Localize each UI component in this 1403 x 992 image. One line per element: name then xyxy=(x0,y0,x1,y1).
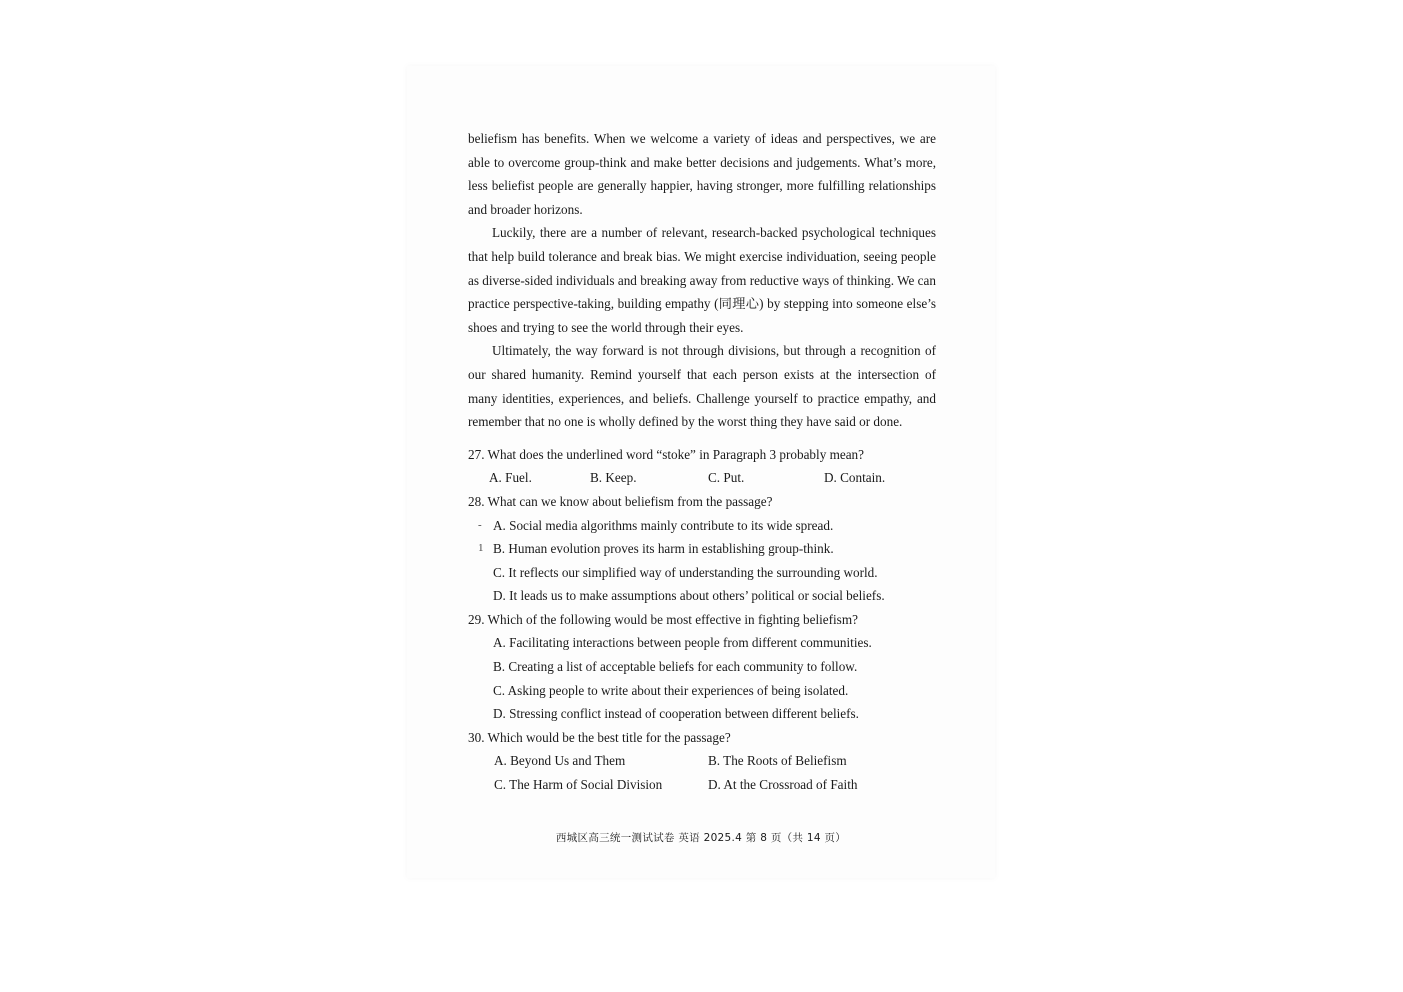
option-c: C. Asking people to write about their experiences of being isolated. xyxy=(493,682,849,698)
options-row xyxy=(468,466,936,490)
option-text: B. Human evolution proves its harm in establishing group-think. xyxy=(493,541,834,557)
option-a xyxy=(468,514,936,538)
options-row xyxy=(468,749,936,773)
option-c: C. It reflects our simplified way of understanding the surrounding world. xyxy=(493,564,878,580)
question-30 xyxy=(468,726,936,797)
option-d: D. Stressing conflict instead of cooperation between different beliefs. xyxy=(493,706,859,722)
option-d: D. At the Crossroad of Faith xyxy=(708,777,858,793)
passage-paragraph-2: Luckily, there are a number of relevant, research-backed psychological techniques that help build tolerance and break bias. We might exercise individuation, seeing people as diverse-sided individuals and breaking away from reductive ways of thinking. We can practice perspective-taking, building empathy (同理心) by stepping into someone else’s shoes and trying to see the world through their eyes. xyxy=(468,225,936,335)
option-a: A. Fuel. xyxy=(489,470,532,486)
question-stem: 28. What can we know about beliefism from the passage? xyxy=(468,493,773,509)
page-content xyxy=(468,127,936,797)
option-c: C. Put. xyxy=(708,470,745,486)
question-28 xyxy=(468,490,936,608)
option-b: B. Keep. xyxy=(590,470,637,486)
option-d: D. It leads us to make assumptions about others’ political or social beliefs. xyxy=(493,588,885,604)
option-a: A. Beyond Us and Them xyxy=(494,753,626,769)
question-stem: 30. Which would be the best title for the passage? xyxy=(468,729,731,745)
option-text: A. Social media algorithms mainly contribute to its wide spread. xyxy=(493,517,834,533)
options-row xyxy=(468,773,936,797)
option-b: B. The Roots of Beliefism xyxy=(708,753,847,769)
option-c: C. The Harm of Social Division xyxy=(494,777,663,793)
question-stem: 29. Which of the following would be most effective in fighting beliefism? xyxy=(468,611,858,627)
pencil-mark: 1 xyxy=(478,542,484,555)
option-a: A. Facilitating interactions between people from different communities. xyxy=(493,635,872,651)
option-b: B. Creating a list of acceptable beliefs for each community to follow. xyxy=(493,659,858,675)
question-stem: 27. What does the underlined word “stoke” in Paragraph 3 probably mean? xyxy=(468,446,864,462)
option-b xyxy=(468,537,936,561)
option-d: D. Contain. xyxy=(824,470,886,486)
pencil-mark: - xyxy=(478,518,482,531)
passage-paragraph-1: beliefism has benefits. When we welcome a variety of ideas and perspectives, we are able to overcome group-think and make better decisions and judgements. What’s more, less beliefist people are generally happier, having stronger, more fulfilling relationships and broader horizons. xyxy=(468,131,936,217)
passage-paragraph-3: Ultimately, the way forward is not through divisions, but through a recognition of our shared humanity. Remind yourself that each person exists at the intersection of many identities, experiences, and beliefs. Challenge yourself to practice empathy, and remember that no one is wholly defined by the worst thing they have said or done. xyxy=(468,343,936,430)
question-29 xyxy=(468,608,936,726)
question-27 xyxy=(468,443,936,490)
page-footer: 西城区高三统一测试试卷 英语 2025.4 第 8 页（共 14 页） xyxy=(555,832,847,844)
